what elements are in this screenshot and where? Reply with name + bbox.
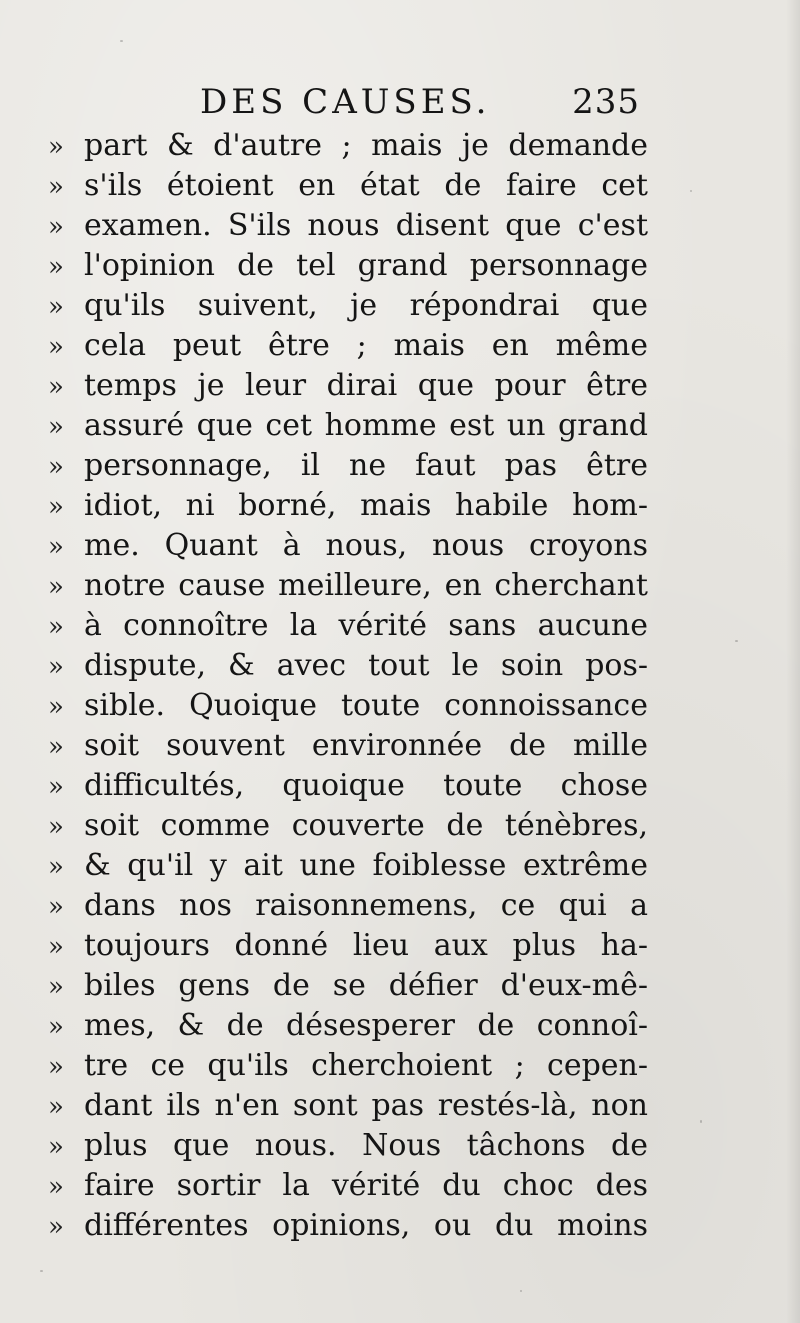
text-line xyxy=(48,886,648,926)
text-line xyxy=(48,1126,648,1166)
quote-mark: » xyxy=(48,972,64,1002)
text-line xyxy=(48,286,648,326)
text-line xyxy=(48,926,648,966)
line-text: examen. S'ils nous disent que c'est xyxy=(84,208,648,243)
line-text: biles gens de se défier d'eux-mê- xyxy=(84,968,648,1003)
line-text: sible. Quoique toute connoissance xyxy=(84,688,648,723)
page-header xyxy=(200,82,650,132)
line-text: dant ils n'en sont pas restés-là, non xyxy=(84,1088,648,1123)
quote-mark: » xyxy=(48,1012,64,1042)
paper-speck xyxy=(735,640,738,642)
line-text: plus que nous. Nous tâchons de xyxy=(84,1128,648,1163)
line-text: s'ils étoient en état de faire cet xyxy=(84,168,648,203)
quote-mark: » xyxy=(48,652,64,682)
line-text: l'opinion de tel grand personnage xyxy=(84,248,648,283)
page-number: 235 xyxy=(572,82,640,122)
quote-mark: » xyxy=(48,772,64,802)
text-line xyxy=(48,846,648,886)
text-line xyxy=(48,1006,648,1046)
text-line xyxy=(48,806,648,846)
quote-mark: » xyxy=(48,212,64,242)
quote-mark: » xyxy=(48,692,64,722)
paper-speck xyxy=(40,1270,43,1272)
text-line xyxy=(48,766,648,806)
line-text: à connoître la vérité sans aucune xyxy=(84,608,648,643)
line-text: notre cause meilleure, en cherchant xyxy=(84,568,648,603)
text-line xyxy=(48,486,648,526)
line-text: toujours donné lieu aux plus ha- xyxy=(84,928,648,963)
line-text: part & d'autre ; mais je demande xyxy=(84,128,648,163)
quote-mark: » xyxy=(48,612,64,642)
text-line xyxy=(48,446,648,486)
text-line xyxy=(48,566,648,606)
line-text: personnage, il ne faut pas être xyxy=(84,448,648,483)
paper-speck xyxy=(690,190,692,192)
quote-mark: » xyxy=(48,492,64,522)
paper-speck xyxy=(700,1120,702,1123)
line-text: dans nos raisonnemens, ce qui a xyxy=(84,888,648,923)
line-text: assuré que cet homme est un grand xyxy=(84,408,648,443)
text-line xyxy=(48,366,648,406)
quote-mark: » xyxy=(48,932,64,962)
line-text: & qu'il y ait une foiblesse extrême xyxy=(84,848,648,883)
text-line xyxy=(48,206,648,246)
line-text: difficultés, quoique toute chose xyxy=(84,768,648,803)
quote-mark: » xyxy=(48,1212,64,1242)
paper-speck xyxy=(120,40,123,42)
page-edge-shadow xyxy=(786,0,800,1323)
text-line xyxy=(48,126,648,166)
paper-speck xyxy=(520,1290,522,1292)
text-line xyxy=(48,1086,648,1126)
line-text: tre ce qu'ils cherchoient ; cepen- xyxy=(84,1048,648,1083)
text-line xyxy=(48,326,648,366)
text-line xyxy=(48,646,648,686)
line-text: idiot, ni borné, mais habile hom- xyxy=(84,488,648,523)
line-text: qu'ils suivent, je répondrai que xyxy=(84,288,648,323)
quote-mark: » xyxy=(48,1052,64,1082)
line-text: cela peut être ; mais en même xyxy=(84,328,648,363)
text-line xyxy=(48,166,648,206)
quote-mark: » xyxy=(48,452,64,482)
text-line xyxy=(48,246,648,286)
line-text: soit souvent environnée de mille xyxy=(84,728,648,763)
quote-mark: » xyxy=(48,412,64,442)
quote-mark: » xyxy=(48,252,64,282)
line-text: soit comme couverte de ténèbres, xyxy=(84,808,648,843)
quote-mark: » xyxy=(48,892,64,922)
quote-mark: » xyxy=(48,172,64,202)
quote-mark: » xyxy=(48,732,64,762)
quote-mark: » xyxy=(48,132,64,162)
text-line xyxy=(48,966,648,1006)
line-text: différentes opinions, ou du moins xyxy=(84,1208,648,1243)
quote-mark: » xyxy=(48,1092,64,1122)
text-line xyxy=(48,606,648,646)
line-text: me. Quant à nous, nous croyons xyxy=(84,528,648,563)
line-text: mes, & de désesperer de connoî- xyxy=(84,1008,648,1043)
quote-mark: » xyxy=(48,1132,64,1162)
line-text: dispute, & avec tout le soin pos- xyxy=(84,648,648,683)
quote-mark: » xyxy=(48,852,64,882)
quote-mark: » xyxy=(48,532,64,562)
text-line xyxy=(48,1206,648,1246)
quote-mark: » xyxy=(48,812,64,842)
text-line xyxy=(48,686,648,726)
text-line xyxy=(48,406,648,446)
text-line xyxy=(48,1166,648,1206)
quote-mark: » xyxy=(48,372,64,402)
body-text xyxy=(48,126,648,1246)
text-line xyxy=(48,526,648,566)
quote-mark: » xyxy=(48,292,64,322)
text-line xyxy=(48,1046,648,1086)
quote-mark: » xyxy=(48,1172,64,1202)
line-text: temps je leur dirai que pour être xyxy=(84,368,648,403)
line-text: faire sortir la vérité du choc des xyxy=(84,1168,648,1203)
quote-mark: » xyxy=(48,332,64,362)
running-head: DES CAUSES. xyxy=(200,82,491,122)
text-line xyxy=(48,726,648,766)
quote-mark: » xyxy=(48,572,64,602)
